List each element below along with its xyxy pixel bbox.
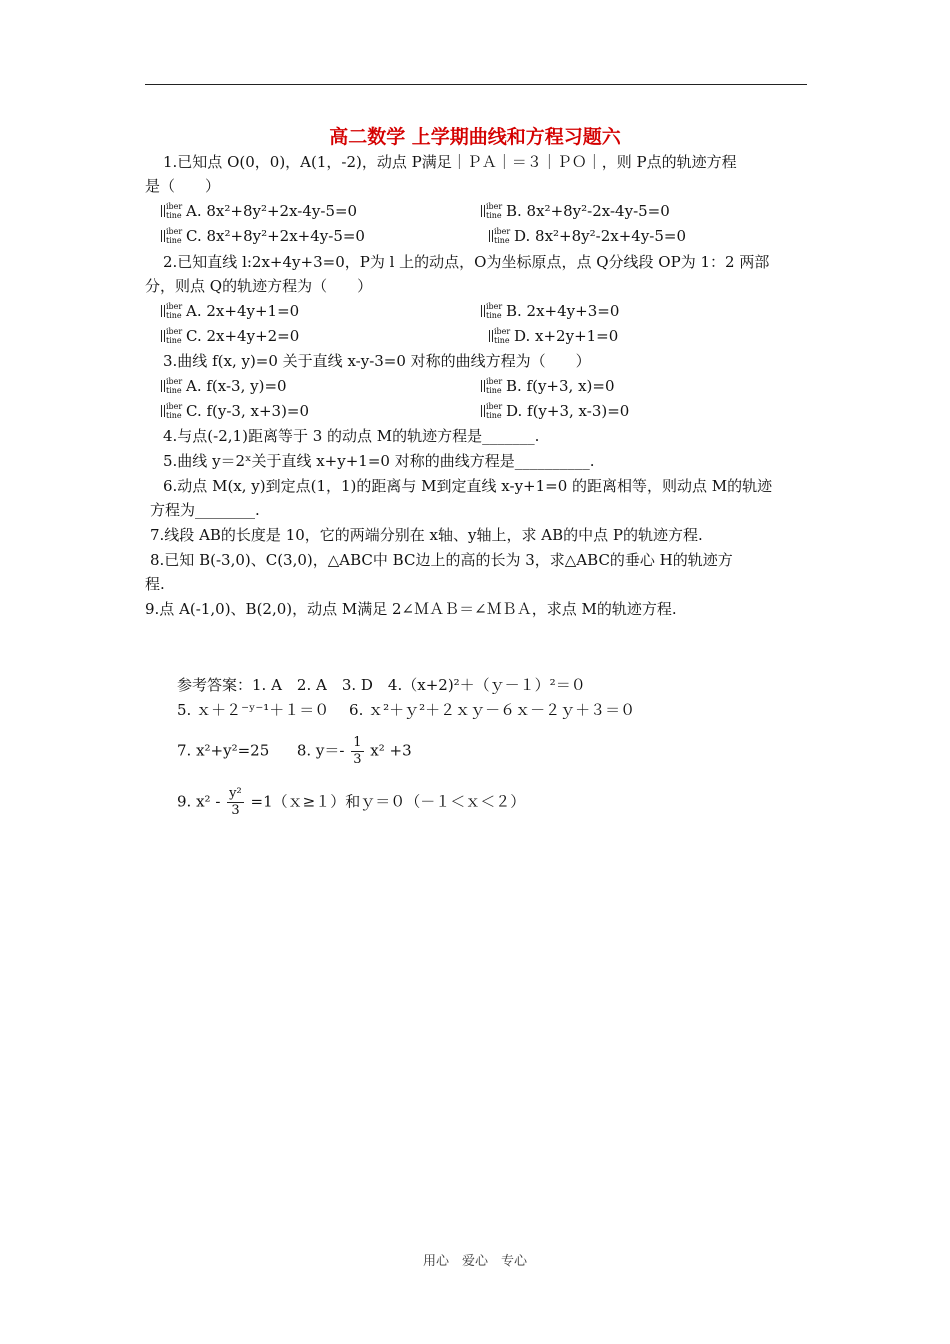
margin-mark-icon: iber tine <box>480 378 504 396</box>
answer-9-prefix: 9. x² - <box>177 792 221 811</box>
answer-7-8 <box>177 735 412 768</box>
q3-stem: 3.曲线 f(x, y)=0 关于直线 x-y-3=0 对称的曲线方程为（ ） <box>163 352 591 370</box>
q1-stem: 1.已知点 O(0，0)，A(1，-2)，动点 P满足｜ＰＡ｜＝３｜ＰＯ｜，则 P点的轨迹方程 <box>163 153 737 171</box>
answer-9 <box>177 786 525 819</box>
header-rule <box>145 84 807 85</box>
q7-stem: 7.线段 AB的长度是 10，它的两端分别在 x轴、y轴上，求 AB的中点 P的轨迹方程. <box>150 526 703 544</box>
margin-mark-icon: iber tine <box>480 303 504 321</box>
margin-mark-icon: iber tine <box>480 203 504 221</box>
answer-8-prefix: 8. y＝- <box>296 741 345 760</box>
document-title: 高二数学 上学期曲线和方程习题六 <box>329 126 621 148</box>
q5-stem: 5.曲线 y＝2ˣ关于直线 x+y+1=0 对称的曲线方程是__________. <box>163 452 595 470</box>
margin-mark-icon: iber tine <box>488 228 512 246</box>
q6-stem: 6.动点 M(x, y)到定点(1，1)的距离与 M到定直线 x-y+1=0 的距离相等，则动点 M的轨迹 <box>163 477 773 495</box>
answer-8-suffix: x² +3 <box>370 741 412 760</box>
q3-option-d: iber tine D. f(y+3, x-3)=0 <box>480 401 629 421</box>
q2-stem: 2.已知直线 l:2x+4y+3=0，P为 l 上的动点，O为坐标原点，点 Q分线段 OP为 1：2 两部 <box>163 253 770 271</box>
q1-stem-cont: 是（ ） <box>145 177 221 195</box>
q3-option-b: iber tine B. f(y+3, x)=0 <box>480 376 615 396</box>
q3-option-a: iber tine A. f(x-3, y)=0 <box>160 376 287 396</box>
page-footer: 用心 爱心 专心 <box>422 1254 527 1269</box>
q1-option-a: iber tine A. 8x²+8y²+2x-4y-5=0 <box>160 201 357 221</box>
q2-option-d: iber tine D. x+2y+1=0 <box>488 326 618 346</box>
answers-line-2: 5. ｘ＋２⁻ʸ⁻¹＋１＝０ 6. ｘ²＋ｙ²＋２ｘｙ－６ｘ－２ｙ＋３＝０ <box>177 701 636 719</box>
answers-line-1: 参考答案：1. A 2. A 3. D 4.（x+2)²＋（ｙ－１）²＝０ <box>177 676 586 694</box>
q1-option-c: iber tine C. 8x²+8y²+2x+4y-5=0 <box>160 226 365 246</box>
answer-9-suffix: =1（ｘ≥１）和ｙ＝０（－１＜ｘ＜２） <box>250 792 526 811</box>
q6-stem-cont: 方程为________. <box>150 501 260 519</box>
q2-option-a: iber tine A. 2x+4y+1=0 <box>160 301 299 321</box>
q2-option-c: iber tine C. 2x+4y+2=0 <box>160 326 299 346</box>
answer-7: 7. x²+y²=25 <box>177 741 270 760</box>
q2-option-b: iber tine B. 2x+4y+3=0 <box>480 301 619 321</box>
margin-mark-icon: iber tine <box>160 228 184 246</box>
q1-option-d: iber tine D. 8x²+8y²-2x+4y-5=0 <box>488 226 686 246</box>
q3-option-c: iber tine C. f(y-3, x+3)=0 <box>160 401 309 421</box>
q2-stem-cont: 分，则点 Q的轨迹方程为（ ） <box>145 277 373 295</box>
margin-mark-icon: iber tine <box>488 328 512 346</box>
q8-stem-cont: 程. <box>145 575 165 593</box>
answer-8-fraction: $\frac{1}{3}$ <box>353 735 362 767</box>
margin-mark-icon: iber tine <box>480 403 504 421</box>
margin-mark-icon: iber tine <box>160 328 184 346</box>
margin-mark-icon: iber tine <box>160 203 184 221</box>
q9-stem: 9.点 A(-1,0)、B(2,0)，动点 M满足 2∠ＭＡＢ＝∠ＭＢＡ，求点 M的轨迹方程. <box>145 600 677 618</box>
q1-option-b: iber tine B. 8x²+8y²-2x-4y-5=0 <box>480 201 670 221</box>
answer-9-fraction: $\frac{\text{y²}}{3}$ <box>229 786 242 818</box>
q4-stem: 4.与点(-2,1)距离等于 3 的动点 M的轨迹方程是_______. <box>163 427 540 445</box>
q8-stem: 8.已知 B(-3,0)、C(3,0)，△ABC中 BC边上的高的长为 3，求△ABC的垂心 H的轨迹方 <box>150 551 733 569</box>
margin-mark-icon: iber tine <box>160 403 184 421</box>
margin-mark-icon: iber tine <box>160 378 184 396</box>
margin-mark-icon: iber tine <box>160 303 184 321</box>
